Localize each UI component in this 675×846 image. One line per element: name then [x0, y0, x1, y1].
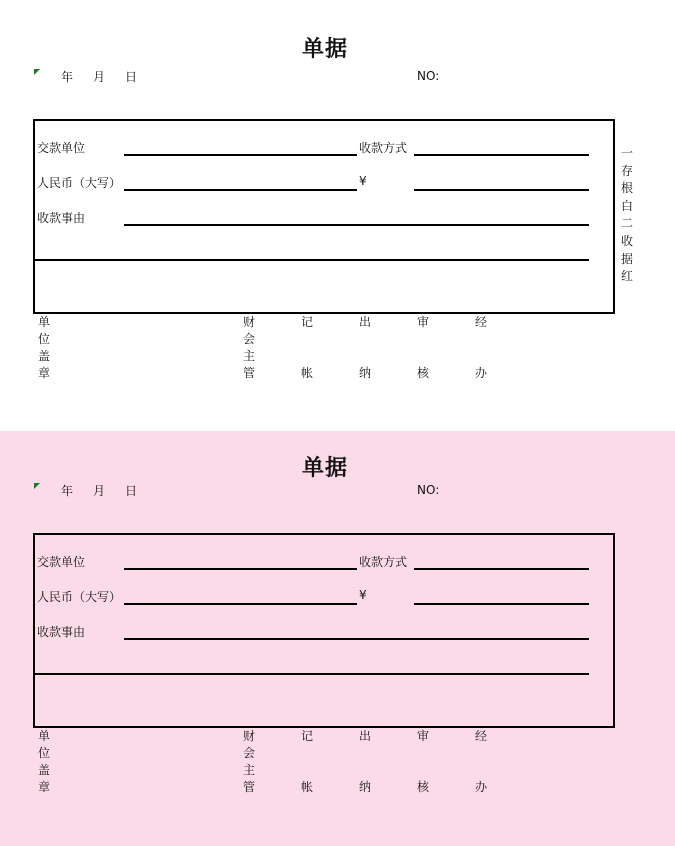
handler-char: 经	[474, 729, 487, 743]
reason-continuation-line[interactable]	[35, 259, 589, 261]
cashier-label	[358, 314, 372, 382]
accountant-char: 管	[242, 780, 255, 794]
copy-note-char: 红	[620, 269, 633, 284]
payment-method-field-line[interactable]	[414, 154, 589, 156]
cashier-label	[358, 728, 372, 796]
unit-stamp-label	[37, 314, 51, 382]
payment-reason-field-line[interactable]	[124, 638, 589, 640]
cell-corner-marker	[34, 483, 40, 489]
bookkeeper-label	[300, 728, 314, 796]
handler-char: 办	[474, 780, 487, 794]
cell-corner-marker	[34, 69, 40, 75]
rmb-amount-field-line[interactable]	[124, 189, 357, 191]
receipt-number-label: NO:	[417, 69, 440, 83]
bookkeeper-char: 帐	[300, 366, 313, 380]
unit-stamp-char: 单	[37, 729, 50, 743]
handler-label	[474, 314, 488, 382]
bookkeeper-label	[300, 314, 314, 382]
amount-figure-field-line[interactable]	[414, 603, 589, 605]
rmb-amount-label: 人民币（大写）	[37, 176, 122, 190]
copy-note-vertical	[620, 145, 634, 286]
date-day-label: 日	[125, 70, 138, 84]
payment-reason-label: 收款事由	[37, 211, 86, 225]
unit-stamp-char: 单	[37, 315, 50, 329]
copy-note-char: 白	[620, 198, 633, 213]
copy-note-char: 二	[620, 216, 633, 231]
auditor-label	[416, 728, 430, 796]
receipt-title: 单据	[301, 37, 348, 62]
receipt-copy-top	[0, 0, 675, 415]
date-month-label: 月	[93, 484, 106, 498]
date-year-label: 年	[61, 70, 74, 84]
receipt-body-box	[33, 119, 615, 314]
unit-stamp-char: 盖	[37, 349, 50, 363]
handler-char: 经	[474, 315, 487, 329]
copy-note-char: 存	[620, 163, 633, 178]
rmb-amount-field-line[interactable]	[124, 603, 357, 605]
amount-figure-field-line[interactable]	[414, 189, 589, 191]
rmb-amount-label: 人民币（大写）	[37, 590, 122, 604]
auditor-char: 审	[416, 315, 429, 329]
date-day-label: 日	[125, 484, 138, 498]
bookkeeper-char: 记	[300, 315, 313, 329]
payer-label: 交款单位	[37, 555, 86, 569]
receipt-number-label: NO:	[417, 483, 440, 497]
auditor-char: 审	[416, 729, 429, 743]
accountant-char: 管	[242, 366, 255, 380]
payer-label: 交款单位	[37, 141, 86, 155]
handler-label	[474, 728, 488, 796]
date-year-label: 年	[61, 484, 74, 498]
payment-method-label: 收款方式	[359, 555, 408, 569]
handler-char: 办	[474, 366, 487, 380]
reason-continuation-line[interactable]	[35, 673, 589, 675]
accountant-char: 主	[242, 349, 255, 363]
payment-method-field-line[interactable]	[414, 568, 589, 570]
payer-field-line[interactable]	[124, 154, 357, 156]
copy-note-char: 根	[620, 181, 633, 196]
payer-field-line[interactable]	[124, 568, 357, 570]
unit-stamp-char: 盖	[37, 763, 50, 777]
unit-stamp-char: 章	[37, 366, 50, 380]
yen-symbol: ¥	[359, 588, 367, 602]
auditor-char: 核	[416, 366, 429, 380]
accountant-char: 财	[242, 729, 255, 743]
bookkeeper-char: 帐	[300, 780, 313, 794]
accountant-char: 会	[242, 746, 255, 760]
auditor-char: 核	[416, 780, 429, 794]
cashier-char: 纳	[358, 366, 371, 380]
unit-stamp-label	[37, 728, 51, 796]
receipt-copy-bottom	[0, 431, 675, 846]
receipt-title: 单据	[301, 456, 348, 481]
copy-note-char: 据	[620, 251, 633, 266]
payment-reason-field-line[interactable]	[124, 224, 589, 226]
payment-reason-label: 收款事由	[37, 625, 86, 639]
cashier-char: 出	[358, 315, 371, 329]
copy-note-char: 一	[620, 146, 633, 160]
cashier-char: 出	[358, 729, 371, 743]
receipt-body-box	[33, 533, 615, 728]
yen-symbol: ¥	[359, 174, 367, 188]
cashier-char: 纳	[358, 780, 371, 794]
bookkeeper-char: 记	[300, 729, 313, 743]
date-month-label: 月	[93, 70, 106, 84]
auditor-label	[416, 314, 430, 382]
copy-note-char: 收	[620, 233, 633, 248]
accountant-char: 财	[242, 315, 255, 329]
accountant-char: 会	[242, 332, 255, 346]
unit-stamp-char: 章	[37, 780, 50, 794]
unit-stamp-char: 位	[37, 332, 50, 346]
accountant-label	[242, 314, 256, 382]
payment-method-label: 收款方式	[359, 141, 408, 155]
unit-stamp-char: 位	[37, 746, 50, 760]
accountant-char: 主	[242, 763, 255, 777]
accountant-label	[242, 728, 256, 796]
